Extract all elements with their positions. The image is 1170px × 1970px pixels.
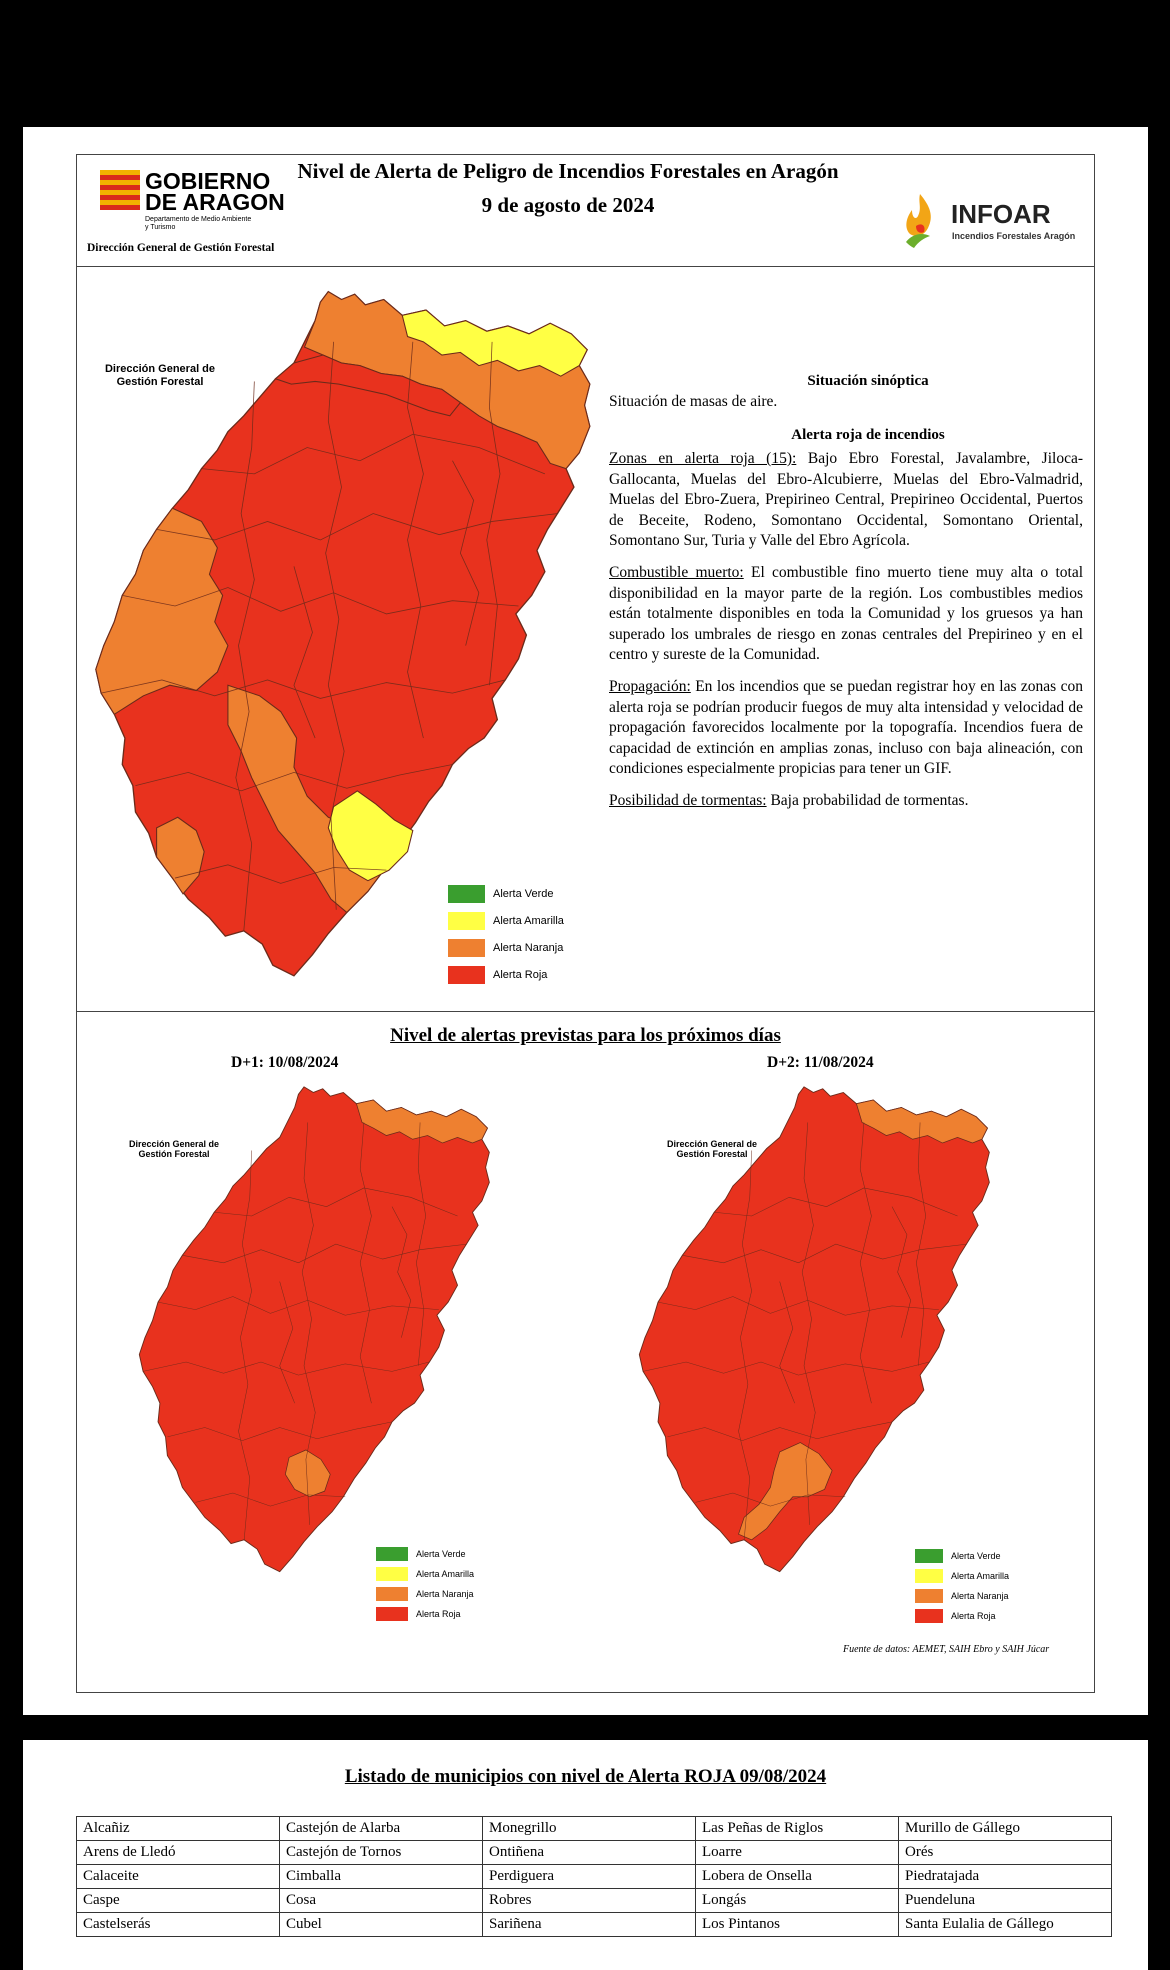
table-row [77, 1889, 1112, 1913]
table-cell: Perdiguera [483, 1865, 696, 1889]
table-cell: Alcañiz [77, 1817, 280, 1841]
table-cell: Arens de Lledó [77, 1841, 280, 1865]
d1-label: D+1: 10/08/2024 [231, 1054, 339, 1071]
legend-label: Alerta Amarilla [416, 1569, 475, 1579]
table-cell: Castejón de Tornos [280, 1841, 483, 1865]
legend-label: Alerta Roja [951, 1611, 996, 1621]
d2-legend [915, 1549, 1009, 1629]
logo-subtitle1: Departamento de Medio Ambiente [145, 216, 252, 223]
legend-label: Alerta Naranja [416, 1589, 474, 1599]
legend-label: Alerta Naranja [493, 942, 564, 954]
table-cell: Calaceite [77, 1865, 280, 1889]
table-cell: Lobera de Onsella [696, 1865, 899, 1889]
table-cell: Robres [483, 1889, 696, 1913]
legend-item [376, 1587, 474, 1601]
municipios-page [23, 1740, 1148, 1970]
situacion-text: Situación de masas de aire. [609, 393, 778, 410]
logo-subtitle2: y Turismo [145, 224, 176, 231]
legend-label: Alerta Naranja [951, 1591, 1009, 1601]
legend-swatch [376, 1547, 408, 1561]
logo-line2: DE ARAGON [145, 189, 285, 215]
table-cell: Las Peñas de Riglos [696, 1817, 899, 1841]
d2-map-attribution: Dirección General de Gestión Forestal [666, 1139, 758, 1160]
aragon-alert-map [95, 289, 625, 989]
legend-label: Alerta Roja [416, 1609, 461, 1619]
legend-label: Alerta Verde [493, 888, 554, 900]
table-row [77, 1817, 1112, 1841]
table-row [77, 1865, 1112, 1889]
legend-item [448, 966, 564, 984]
legend-item [915, 1609, 1009, 1623]
table-cell: Cubel [280, 1913, 483, 1937]
table-row [77, 1841, 1112, 1865]
legend-label: Alerta Verde [416, 1549, 466, 1559]
table-cell: Castelserás [77, 1913, 280, 1937]
table-cell: Orés [899, 1841, 1112, 1865]
logo-line1: GOBIERNO [145, 168, 271, 194]
legend-swatch [915, 1569, 943, 1583]
d1-alert-map [139, 1085, 514, 1581]
report-title: Nivel de Alerta de Peligro de Incendios Forestales en Aragón [297, 159, 839, 183]
forecast-heading: Nivel de alertas previstas para los próximos días [390, 1025, 781, 1046]
table-cell: Cimballa [280, 1865, 483, 1889]
table-row [77, 1913, 1112, 1937]
legend-item [448, 912, 564, 930]
legend-swatch [915, 1589, 943, 1603]
report-page [23, 127, 1148, 1715]
table-cell: Los Pintanos [696, 1913, 899, 1937]
flame-icon [900, 192, 938, 248]
map-legend [448, 885, 564, 993]
table-cell: Murillo de Gállego [899, 1817, 1112, 1841]
table-cell: Sariñena [483, 1913, 696, 1937]
legend-swatch [448, 966, 485, 984]
legend-item [448, 939, 564, 957]
legend-swatch [448, 939, 485, 957]
map-attribution: Dirección General de Gestión Forestal [104, 363, 216, 388]
data-source: Fuente de datos: AEMET, SAIH Ebro y SAIH Júcar [843, 1644, 1050, 1655]
legend-item [915, 1589, 1009, 1603]
divider [76, 1011, 1095, 1012]
legend-item [915, 1549, 1009, 1563]
d1-map-attribution: Dirección General de Gestión Forestal [128, 1139, 220, 1160]
legend-item [376, 1607, 474, 1621]
legend-swatch [376, 1587, 408, 1601]
alert-heading: Alerta roja de incendios [791, 427, 945, 443]
legend-swatch [376, 1567, 408, 1581]
legend-swatch [448, 885, 485, 903]
legend-label: Alerta Roja [493, 969, 548, 981]
legend-swatch [376, 1607, 408, 1621]
table-cell: Loarre [696, 1841, 899, 1865]
divider [76, 266, 1095, 267]
d2-label: D+2: 11/08/2024 [767, 1054, 874, 1071]
legend-item [376, 1567, 474, 1581]
d2-alert-map [639, 1085, 1014, 1581]
municipios-title: Listado de municipios con nivel de Alerta ROJA 09/08/2024 [344, 1766, 827, 1787]
legend-swatch [915, 1609, 943, 1623]
table-cell: Caspe [77, 1889, 280, 1913]
table-cell: Monegrillo [483, 1817, 696, 1841]
legend-item [376, 1547, 474, 1561]
legend-label: Alerta Amarilla [951, 1571, 1010, 1581]
legend-swatch [915, 1549, 943, 1563]
report-date: 9 de agosto de 2024 [481, 193, 655, 217]
table-cell: Longás [696, 1889, 899, 1913]
table-cell: Puendeluna [899, 1889, 1112, 1913]
table-cell: Ontiñena [483, 1841, 696, 1865]
table-cell: Santa Eulalia de Gállego [899, 1913, 1112, 1937]
legend-item [915, 1569, 1009, 1583]
legend-swatch [448, 912, 485, 930]
direccion-general: Dirección General de Gestión Forestal [87, 242, 275, 254]
d1-legend [376, 1547, 474, 1627]
legend-label: Alerta Verde [951, 1551, 1001, 1561]
legend-label: Alerta Amarilla [493, 915, 564, 927]
infoar-logo-text: INFOAR [951, 199, 1051, 229]
table-cell: Castejón de Alarba [280, 1817, 483, 1841]
table-cell: Cosa [280, 1889, 483, 1913]
table-cell: Piedratajada [899, 1865, 1112, 1889]
infoar-subtitle: Incendios Forestales Aragón [952, 231, 1076, 241]
aragon-flag-icon [100, 170, 140, 210]
legend-item [448, 885, 564, 903]
alert-details: Zonas en alerta roja (15): Bajo Ebro Forestal, Javalambre, Jiloca-Gallocanta, Muelas del Ebro-Alcubierre, Muelas del Ebro-Valmadrid, Muelas del Ebro-Zuera, Prepirineo Central, Prepirineo Occidental, Puertos de Beceite, Rodeno, Somontano Occidental, Somontano Oriental, Somontano Sur, Turia y Valle del Ebro Agrícola. Combustible muerto: El combustible fino muerto tiene muy alta o total disponibilidad en la mayor parte de la región. Los combustibles medios están totalmente disponibles en toda la Comunidad y los gruesos ya han superado los umbrales de riesgo en zonas centrales del Prepirineo y en el centro y sureste de la Comunidad. Propagación: En los incendios que se puedan registrar hoy en las zonas con alerta roja se podrían producir fuegos de muy alta intensidad y velocidad de propagación favorecidos localmente por la topografía. Incendios fuera de capacidad de extinción en amplias zonas, incluso con baja alineación, con condiciones especialmente propicias para tener un GIF. Posibilidad de tormentas: Baja probabilidad de tormentas. [609, 450, 1083, 809]
municipios-table [76, 1816, 1112, 1937]
situacion-heading: Situación sinóptica [807, 373, 929, 389]
